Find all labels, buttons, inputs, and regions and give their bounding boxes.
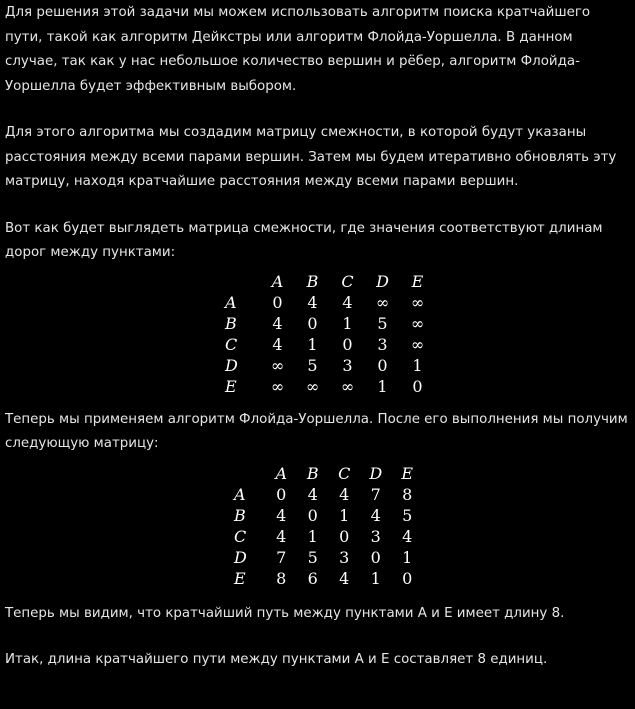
matrix-row-header: B xyxy=(234,505,246,525)
paragraph-result: Теперь мы видим, что кратчайший путь между пунктами A и E имеет длину 8. xyxy=(5,605,565,621)
matrix-row-header: A xyxy=(234,484,246,504)
matrix-col-header: A xyxy=(275,463,288,483)
matrix-row-header: D xyxy=(234,547,247,567)
matrix-cell: 1 xyxy=(377,376,388,396)
matrix-cell: 1 xyxy=(402,547,413,567)
matrix-cell: 1 xyxy=(339,505,350,525)
matrix-header-row xyxy=(225,271,435,292)
matrix-cell: 4 xyxy=(339,568,350,588)
matrix-col-header: B xyxy=(306,463,319,483)
matrix-cell: 0 xyxy=(272,292,283,312)
shortest-path-matrix xyxy=(234,463,423,589)
matrix-header-row xyxy=(234,463,423,484)
paragraph-floyd-result-intro: Теперь мы применяем алгоритм Флойда-Уоршелла. После его выполнения мы получим следующую матрицу: xyxy=(5,411,628,451)
matrix-row xyxy=(225,355,435,376)
paragraph-conclusion: Итак, длина кратчайшего пути между пунктами A и E составляет 8 единиц. xyxy=(5,652,548,667)
paragraph-method: Для этого алгоритма мы создадим матрицу смежности, в которой будут указаны расстояния между всеми парами вершин. Затем мы будем итеративно обновлять эту матрицу, находя кратчайшие расстояния между всеми парами вершин. xyxy=(5,125,617,189)
adjacency-matrix xyxy=(225,271,435,397)
matrix-row xyxy=(225,292,435,313)
matrix-col-header: D xyxy=(369,463,383,483)
matrix-col-header: D xyxy=(376,271,389,291)
matrix-cell: 5 xyxy=(307,547,318,567)
matrix-cell: 0 xyxy=(402,568,413,588)
matrix-cell: 4 xyxy=(370,505,381,525)
matrix-col-header: C xyxy=(338,463,351,483)
matrix-cell: ∞ xyxy=(375,292,390,312)
matrix-cell: 0 xyxy=(412,376,423,396)
matrix-cell: ∞ xyxy=(270,355,285,375)
matrix-col-header: E xyxy=(401,463,414,483)
matrix-row xyxy=(234,568,423,589)
matrix-cell: 1 xyxy=(307,526,318,546)
matrix-cell: ∞ xyxy=(270,376,285,396)
matrix-cell: 1 xyxy=(370,568,381,588)
matrix-row-header: B xyxy=(225,313,237,333)
matrix-cell: 4 xyxy=(276,505,287,525)
matrix-row-header: C xyxy=(225,334,238,354)
paragraph-intro: Для решения этой задачи мы можем использовать алгоритм поиска кратчайшего пути, такой как алгоритм Дейкстры или алгоритм Флойда-Уоршелла. В данном случае, так как у нас небольшое количество вершин и рёбер, алгоритм Флойда-Уоршелла будет эффективным выбором. xyxy=(5,5,591,94)
matrix-row xyxy=(234,526,423,547)
matrix-cell: 3 xyxy=(370,526,381,546)
matrix-cell: 0 xyxy=(370,547,381,567)
matrix-cell: ∞ xyxy=(410,313,425,333)
matrix-cell: 0 xyxy=(307,505,318,525)
matrix-cell: 0 xyxy=(307,313,318,333)
matrix-cell: 0 xyxy=(339,526,350,546)
matrix-cell: 3 xyxy=(339,547,350,567)
matrix-row xyxy=(234,484,423,505)
matrix-row xyxy=(234,505,423,526)
matrix-cell: 1 xyxy=(342,313,353,333)
matrix-row xyxy=(225,334,435,355)
matrix-cell: 0 xyxy=(276,484,287,504)
matrix-cell: ∞ xyxy=(305,376,320,396)
matrix-col-header: B xyxy=(306,271,319,291)
matrix-cell: 1 xyxy=(307,334,318,354)
matrix-cell: 4 xyxy=(272,313,283,333)
matrix-cell: 4 xyxy=(307,484,318,504)
matrix-cell: 4 xyxy=(402,526,413,546)
matrix-cell: 3 xyxy=(342,355,353,375)
matrix-cell: ∞ xyxy=(340,376,355,396)
matrix-cell: 3 xyxy=(377,334,388,354)
matrix-col-header: A xyxy=(271,271,284,291)
matrix-cell: ∞ xyxy=(410,292,425,312)
matrix-row-header: E xyxy=(234,568,246,588)
matrix-row xyxy=(225,376,435,397)
matrix-cell: 5 xyxy=(377,313,388,333)
paragraph-adjacency-intro: Вот как будет выглядеть матрица смежности, где значения соответствуют длинам дорог между пунктами: xyxy=(5,220,603,260)
matrix-cell: 6 xyxy=(307,568,318,588)
matrix-cell: ∞ xyxy=(410,334,425,354)
matrix-row xyxy=(234,547,423,568)
matrix-cell: 7 xyxy=(276,547,287,567)
matrix-col-header: E xyxy=(411,271,424,291)
matrix-cell: 8 xyxy=(402,484,413,504)
matrix-row-header: C xyxy=(234,526,247,546)
matrix-cell: 4 xyxy=(339,484,350,504)
matrix-cell: 0 xyxy=(342,334,353,354)
matrix-row-header: D xyxy=(225,355,238,375)
matrix-cell: 1 xyxy=(412,355,423,375)
matrix-cell: 5 xyxy=(402,505,413,525)
matrix-row xyxy=(225,313,435,334)
matrix-cell: 8 xyxy=(276,568,287,588)
matrix-col-header: C xyxy=(341,271,354,291)
matrix-cell: 7 xyxy=(370,484,381,504)
matrix-cell: 4 xyxy=(307,292,318,312)
matrix-cell: 5 xyxy=(307,355,318,375)
matrix-cell: 4 xyxy=(276,526,287,546)
matrix-cell: 4 xyxy=(272,334,283,354)
matrix-row-header: E xyxy=(225,376,237,396)
matrix-cell: 0 xyxy=(377,355,388,375)
matrix-cell: 4 xyxy=(342,292,353,312)
matrix-row-header: A xyxy=(225,292,237,312)
